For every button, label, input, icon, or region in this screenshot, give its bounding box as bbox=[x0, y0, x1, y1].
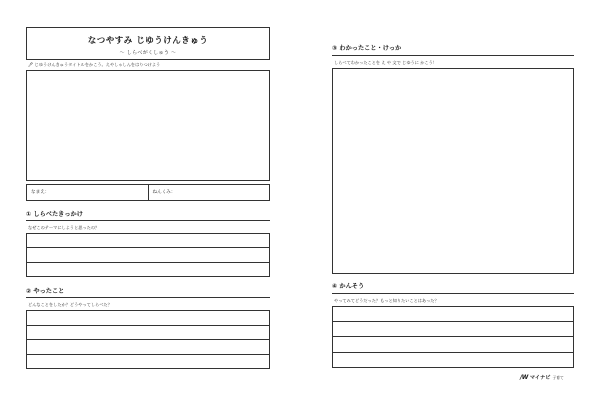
answer-line[interactable] bbox=[333, 353, 573, 367]
section-impressions-prompt: やってみてどうだった？もっと知りたいことはあった？ bbox=[334, 298, 439, 303]
section-findings-drawing-area[interactable] bbox=[332, 68, 574, 274]
section-impressions-answer-lines[interactable] bbox=[332, 306, 574, 368]
mynavi-logo bbox=[520, 374, 564, 381]
mynavi-logo-sub: 子育て bbox=[552, 374, 564, 380]
name-field[interactable]: なまえ： bbox=[31, 190, 50, 195]
section-motive-prompt: なぜこのテーマにしようと思ったの？ bbox=[28, 225, 100, 230]
answer-line[interactable] bbox=[333, 337, 573, 352]
class-field[interactable]: ねんくみ： bbox=[148, 185, 270, 200]
worksheet-title-box bbox=[26, 27, 270, 60]
section-motive-heading: ① しらべたきっかけ bbox=[26, 211, 83, 218]
section-done-heading: ② やったこと bbox=[26, 288, 65, 295]
name-class-box bbox=[26, 184, 270, 201]
section-findings-rule bbox=[332, 55, 574, 56]
worksheet-title: なつやすみ じゆうけんきゅう bbox=[87, 36, 209, 46]
section-done-prompt: どんなことをしたか？どうやってしらべた？ bbox=[28, 302, 112, 307]
section-done-rule bbox=[26, 297, 270, 298]
section-findings-prompt: しらべてわかったことを え や 文で じゆうに かこう！ bbox=[334, 60, 437, 65]
answer-line[interactable] bbox=[27, 326, 269, 341]
section-findings-heading: ③ わかったこと・けっか bbox=[332, 45, 402, 52]
section-motive-rule bbox=[26, 220, 270, 221]
answer-line[interactable] bbox=[333, 322, 573, 337]
answer-line[interactable] bbox=[333, 307, 573, 322]
mynavi-logo-text: マイナビ bbox=[529, 375, 551, 381]
drawing-area-prompt: 🖊 じゆうけんきゅうタイトルをかこう。えやしゃしんをはりつけよう bbox=[28, 62, 161, 67]
answer-line[interactable] bbox=[27, 248, 269, 262]
answer-line[interactable] bbox=[27, 311, 269, 326]
answer-line[interactable] bbox=[27, 340, 269, 355]
worksheet-subtitle: 〜 しらべがくしゅう 〜 bbox=[119, 50, 177, 56]
section-impressions-heading: ④ かんそう bbox=[332, 283, 365, 290]
answer-line[interactable] bbox=[27, 234, 269, 248]
section-done-answer-lines[interactable] bbox=[26, 310, 270, 369]
mynavi-logo-mark: /W bbox=[520, 374, 528, 381]
section-motive-answer-lines[interactable] bbox=[26, 233, 270, 277]
answer-line[interactable] bbox=[27, 263, 269, 276]
section-impressions-rule bbox=[332, 293, 574, 294]
answer-line[interactable] bbox=[27, 355, 269, 369]
drawing-area[interactable] bbox=[26, 70, 270, 181]
